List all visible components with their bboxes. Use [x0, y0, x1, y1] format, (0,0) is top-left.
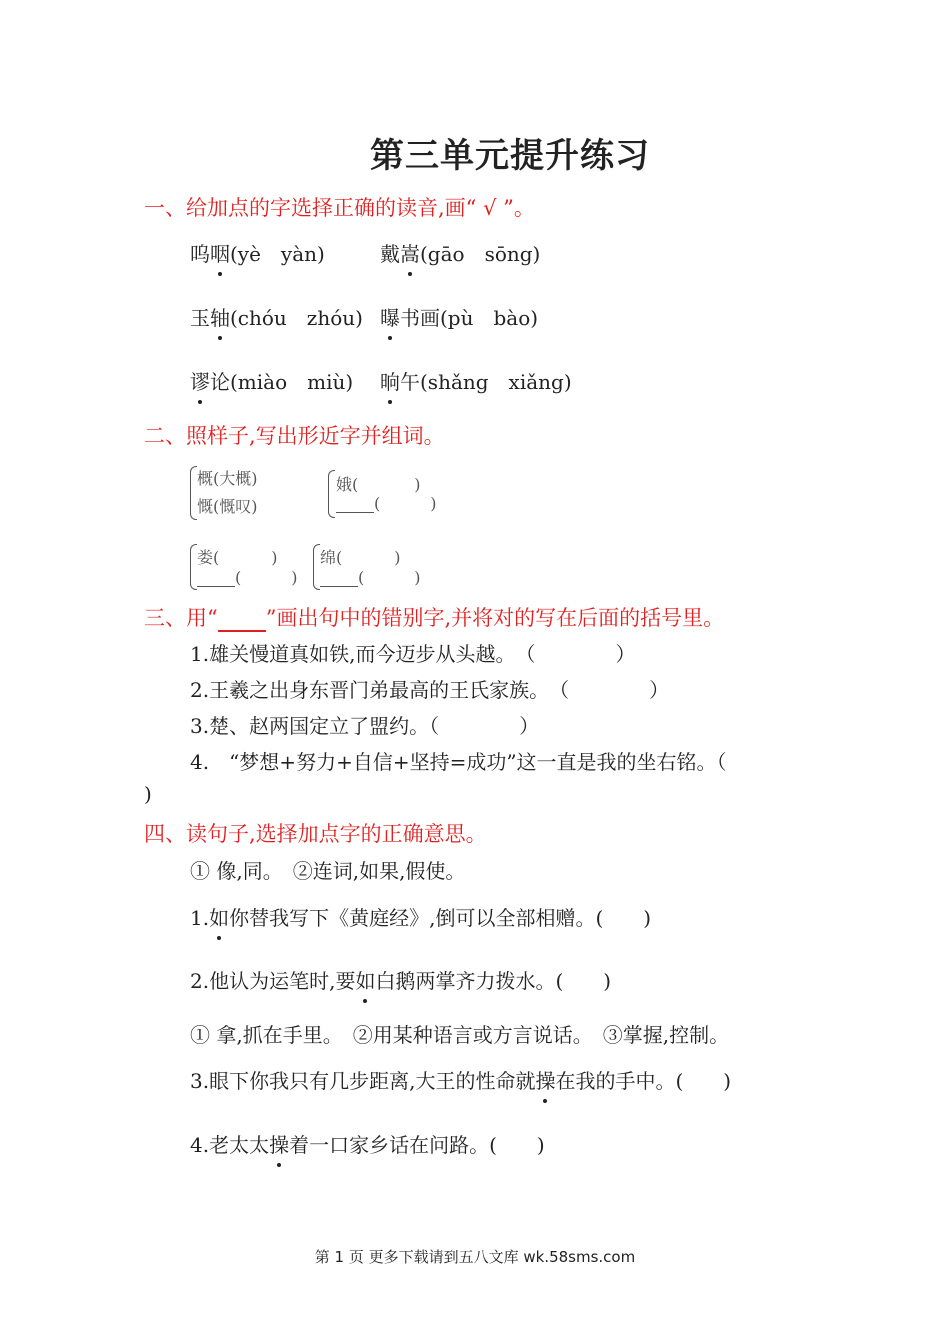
- item-text: 呜: [190, 242, 210, 266]
- group-text: ): [430, 494, 437, 513]
- page-title: 第三单元提升练习: [370, 136, 650, 176]
- pinyin-item-5: [190, 366, 353, 395]
- item-text: (chóu zhóu): [230, 306, 363, 330]
- group-2-line-1: [197, 545, 278, 568]
- correction-item-4: 4. “梦想+努力+自信+坚持=成功”这一直是我的坐右铭。（: [190, 750, 727, 774]
- dotted-char: 操: [269, 1129, 289, 1158]
- brace-icon: [190, 544, 197, 590]
- blank-field[interactable]: [320, 570, 358, 587]
- group-text: ): [394, 548, 401, 567]
- question-text: 1.: [190, 906, 210, 930]
- item-text: 论(miào miù): [210, 370, 354, 394]
- dotted-char: 谬: [190, 366, 210, 395]
- group-1-line-2: [336, 494, 437, 513]
- item-text: 书画(pù bào): [400, 306, 539, 330]
- group-text: ): [414, 568, 421, 587]
- brace-icon: [190, 466, 197, 520]
- pinyin-item-2: [380, 238, 540, 267]
- example-line-1: 概(大概): [197, 469, 258, 488]
- group-text: ): [271, 548, 278, 567]
- item-text: 玉: [190, 306, 210, 330]
- group-3-line-1: [320, 545, 401, 568]
- pinyin-item-4: [380, 302, 538, 331]
- heading-text: ”画出句中的错别字,并将对的写在后面的括号里。: [265, 606, 725, 630]
- meaning-question-2: [190, 965, 611, 994]
- meaning-options-2: ① 拿,抓在手里。 ②用某种语言或方言说话。 ③掌握,控制。: [190, 1023, 730, 1047]
- section-4-heading: 四、读句子,选择加点字的正确意思。: [144, 822, 487, 846]
- question-text: 在我的手中。( ): [555, 1069, 732, 1093]
- underline-mark: [218, 612, 266, 632]
- pinyin-item-1: [190, 238, 325, 267]
- dotted-char: 晌: [380, 366, 400, 395]
- section-3-heading: [144, 602, 724, 632]
- brace-icon: [313, 544, 320, 590]
- correction-item-3: 3.楚、赵两国定立了盟约。（ ）: [190, 714, 540, 738]
- group-text: (: [235, 568, 242, 587]
- item-text: 午(shǎng xiǎng): [400, 370, 572, 394]
- item-text: (yè yàn): [230, 242, 325, 266]
- pinyin-item-3: [190, 302, 363, 331]
- group-3-line-2: [320, 568, 421, 587]
- group-text: (: [374, 494, 381, 513]
- dotted-char: 如: [209, 902, 229, 931]
- brace-icon: [328, 470, 335, 518]
- group-text: ): [414, 475, 421, 494]
- question-text: 4.老太太: [190, 1133, 270, 1157]
- group-text: 娥(: [336, 475, 359, 494]
- meaning-question-4: [190, 1129, 545, 1158]
- item-text: 戴: [380, 242, 400, 266]
- dotted-char: 轴: [210, 302, 230, 331]
- meaning-question-1: [190, 902, 651, 931]
- correction-item-1: 1.雄关慢道真如铁,而今迈步从头越。 （ ）: [190, 642, 636, 666]
- question-text: 3.眼下你我只有几步距离,大王的性命就: [190, 1069, 536, 1093]
- question-text: 2.他认为运笔时,要: [190, 969, 356, 993]
- pinyin-item-6: [380, 366, 572, 395]
- correction-item-2: 2.王羲之出身东晋门弟最高的王氏家族。 （ ）: [190, 678, 670, 702]
- dotted-char: 咽: [210, 238, 230, 267]
- group-text: 绵(: [320, 548, 343, 567]
- dotted-char: 嵩: [400, 238, 420, 267]
- section-1-heading: 一、给加点的字选择正确的读音,画“ √ ”。: [144, 196, 535, 220]
- section-2-heading: 二、照样子,写出形近字并组词。: [144, 424, 445, 448]
- dotted-char: 曝: [380, 302, 400, 331]
- heading-text: 三、用“: [144, 606, 218, 630]
- question-text: 白鹅两掌齐力拨水。( ): [375, 969, 612, 993]
- group-1-line-1: [336, 472, 421, 495]
- question-text: 着一口家乡话在问路。( ): [289, 1133, 545, 1157]
- dotted-char: 操: [535, 1065, 555, 1094]
- question-text: 你替我写下《黄庭经》,倒可以全部相赠。( ): [229, 906, 652, 930]
- item-text: (gāo sōng): [420, 242, 541, 266]
- dotted-char: 如: [355, 965, 375, 994]
- group-text: (: [358, 568, 365, 587]
- meaning-options-1: ① 像,同。 ②连词,如果,假使。: [190, 859, 466, 883]
- group-text: 娄(: [197, 548, 220, 567]
- group-text: ): [291, 568, 298, 587]
- blank-field[interactable]: [336, 496, 374, 513]
- page-footer: 第 1 页 更多下载请到五八文库 wk.58sms.com: [314, 1248, 636, 1266]
- blank-field[interactable]: [197, 570, 235, 587]
- group-2-line-2: [197, 568, 298, 587]
- meaning-question-3: [190, 1065, 731, 1094]
- example-line-2: 慨(慨叹): [197, 497, 258, 516]
- correction-item-4-close: ): [144, 782, 152, 806]
